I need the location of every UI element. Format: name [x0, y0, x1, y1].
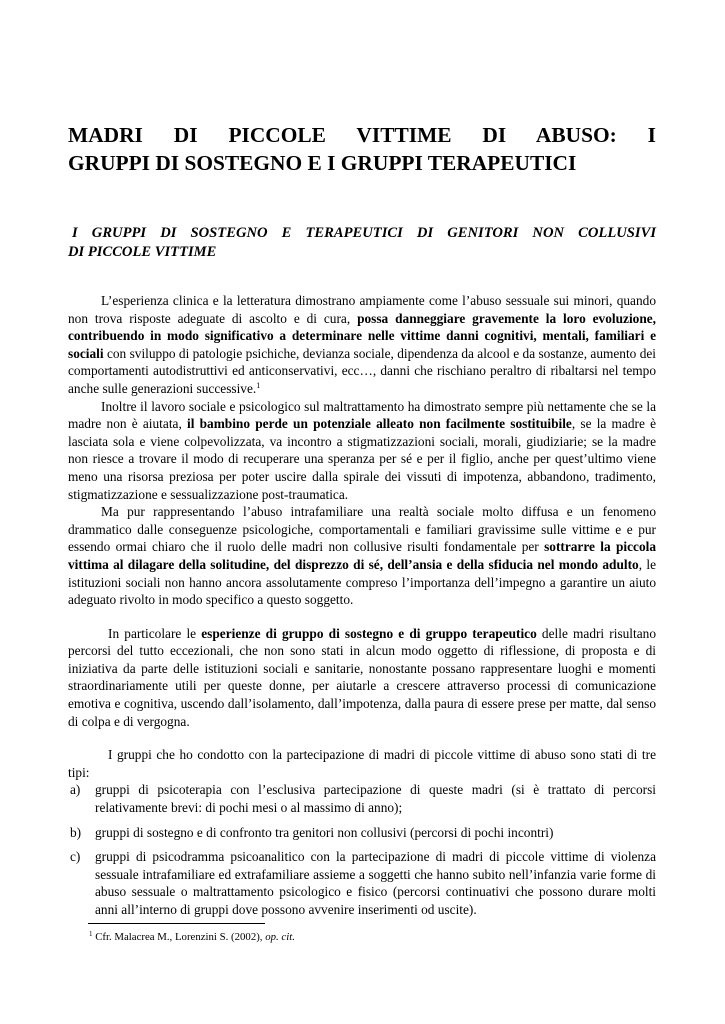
title-line-1: MADRI DI PICCOLE VITTIME DI ABUSO: I [68, 123, 656, 147]
footnote [89, 930, 295, 944]
list-item [68, 848, 656, 918]
p1-text-a: L’esperienza clinica e la letteratura dimostrano ampiamente come l’abuso sessuale sui minori, quando non trova risposte adeguate di ascolto e di cura, [68, 293, 656, 326]
group-types-list [68, 781, 656, 918]
p2-text-a: Inoltre il lavoro sociale e psicologico sul maltrattamento ha dimostrato sempre più nettamente che se la madre non è aiutata, [68, 398, 656, 432]
footnote-separator [88, 923, 265, 924]
footnote-number: 1 [89, 930, 93, 938]
p1-bold: possa danneggiare gravemente la loro evoluzione, contribuendo in modo significativo a determinare nelle vittime danni cognitivi, mentali, familiari e sociali [68, 310, 656, 361]
list-marker: b) [70, 824, 82, 840]
footnote-text: Cfr. Malacrea M., Lorenzini S. (2002), [95, 931, 266, 943]
list-item-text: gruppi di psicoterapia con l’esclusiva partecipazione di queste madri (si è trattato di percorsi relativamente brevi: di pochi mesi o al massimo di anno); [95, 782, 656, 816]
footnote-reference[interactable]: 1 [256, 380, 261, 390]
p3-bold: sottrarre la piccola vittima al dilagare della solitudine, del disprezzo di sé, dell’ansia e della sfiducia nel mondo adulto [68, 539, 657, 572]
paragraph-5: I gruppi che ho condotto con la partecipazione di madri di piccole vittime di abuso sono stati di tre tipi: [68, 747, 656, 780]
p4-text-c: delle madri risultano percorsi del tutto eccezionali, che non sono stati in alcun modo oggetto di riflessione, di proposta e di iniziativa da parte delle istituzioni sociali e sanitarie, nonostante possano rappresentare luoghi e momenti straordinariamente utili per queste donne, per aiutarle a crescere attraverso processi di comunicazione emotiva e cognitiva, uscendo dall’isolamento, dall’impotenza, dalla paura di essere prese per matte, dal senso di colpa e di vergogna. [68, 625, 656, 729]
subtitle-line-2: DI PICCOLE VITTIME [68, 244, 217, 260]
p3-text-c: , le istituzioni sociali non hanno ancora assolutamente compreso l’importanza dell’impegno a garantire un aiuto adeguato rivolto in modo specifico a questo soggetto. [68, 556, 656, 608]
spacer [68, 609, 656, 625]
p2-text-c: , se la madre è lasciata sola e viene colpevolizzata, va incontro a stigmatizzazioni sociali, morali, giudiziarie; se la madre non riesce a trovare il modo di recuperare una speranza per sé e per il figlio, anche per quest’ultimo viene meno una risorsa preziosa per poter uscire dalla spirale dei vissuti di impotenza, abbandono, tradimento, stigmatizzazione e sessualizzazione post-traumatica. [68, 416, 656, 502]
page-title [68, 121, 656, 177]
list-item-text: gruppi di sostegno e di confronto tra genitori non collusivi (percorsi di pochi incontri) [95, 824, 554, 840]
document-body [68, 292, 656, 926]
p3-text-a: Ma pur rappresentando l’abuso intrafamiliare una realtà sociale molto diffusa e un fenomeno drammatico dalle conseguenze psicologiche, comportamentali e familiari gravissime sulle vittime e e pur essendo ormai chiaro che il ruolo delle madri non collusive risulti fondamentale per [68, 504, 656, 555]
p1-text-c: con sviluppo di patologie psichiche, devianza sociale, dipendenza da alcool e da sostanze, aumento dei comportamenti autodistruttivi ed anticonservativi, ecc…, danni che rischiano peraltro di ribaltarsi nel tempo anche sulle generazioni successive. [68, 345, 656, 396]
paragraph-4 [68, 625, 656, 731]
list-marker: a) [70, 782, 81, 798]
paragraph-1 [68, 292, 656, 398]
spacer [68, 730, 656, 746]
paragraph-3 [68, 503, 656, 609]
list-marker: c) [70, 849, 81, 865]
footnote-italic: op. cit. [265, 931, 295, 943]
p4-bold: esperienze di gruppo di sostegno e di gruppo terapeutico [201, 625, 537, 641]
paragraph-2 [68, 398, 656, 504]
subtitle-line-1: I GRUPPI DI SOSTEGNO E TERAPEUTICI DI GENITORI NON COLLUSIVI [72, 225, 656, 241]
list-item-text: gruppi di psicodramma psicoanalitico con la partecipazione di madri di piccole vittime di violenza sessuale intrafamiliare ed extrafamiliare assieme a soggetti che hanno subito nell’infanzia varie forme di abuso sessuale o maltrattamento psicologico e fisico (percorsi continuativi che possono durare molti anni all’interno di gruppi dove possono avvenire inserimenti od uscite). [95, 849, 656, 917]
p4-text-a: In particolare le [108, 625, 202, 641]
p2-bold: il bambino perde un potenziale alleato non facilmente sostituibile [186, 416, 572, 432]
list-item [68, 824, 656, 842]
title-line-2: GRUPPI DI SOSTEGNO E I GRUPPI TERAPEUTICI [68, 151, 577, 175]
list-item [68, 781, 656, 816]
section-subtitle [68, 224, 656, 262]
